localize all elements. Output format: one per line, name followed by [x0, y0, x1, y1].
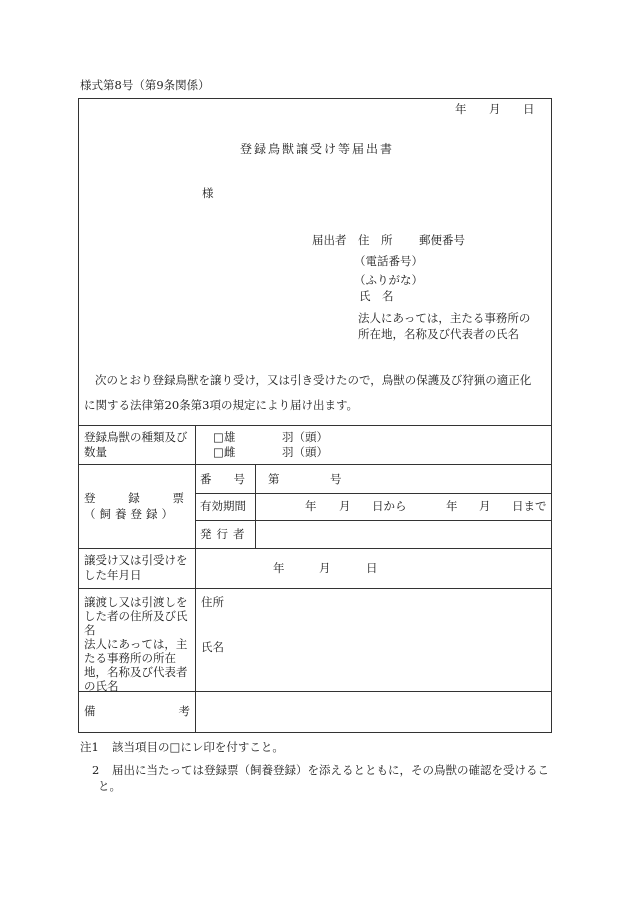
transfer-date-label-2: した年月日 [84, 568, 142, 582]
female-count-unit: 羽（頭） [282, 445, 328, 459]
col-line-main [195, 425, 196, 732]
body-text-2: に関する法律第20条第3項の規定により届け出ます。 [84, 398, 359, 412]
species-label-2: 数量 [84, 445, 107, 459]
transfer-date-label-1: 譲受け又は引受けを [84, 553, 188, 567]
transferor-label-6: 地，名称及び代表者 [84, 665, 188, 679]
note2-text-2: と。 [98, 779, 121, 793]
frame-top [78, 98, 552, 99]
frame-right [551, 98, 552, 733]
name-label: 氏 名 [359, 289, 394, 303]
transfer-date-month: 月 [319, 561, 331, 575]
transferor-label-2: した者の住所及び氏 [84, 609, 188, 623]
row-line-validity-top [196, 493, 552, 494]
furigana-label: （ふりがな） [354, 273, 423, 287]
date-month: 月 [489, 102, 501, 116]
number-suffix: 号 [330, 472, 342, 486]
address-label: 住 所 [358, 233, 393, 247]
row-line-transfer-date-top [78, 548, 552, 549]
validity-from-year: 年 [305, 499, 317, 513]
row-line-registration-top [78, 464, 552, 465]
transferor-label-1: 譲渡し又は引渡しを [84, 595, 188, 609]
transfer-date-day: 日 [366, 561, 378, 575]
validity-from-month: 月 [339, 499, 351, 513]
addressee-suffix: 様 [202, 186, 214, 200]
row-line-remarks-top [78, 691, 552, 692]
form-number: 様式第8号（第9条関係） [80, 78, 210, 92]
transferor-label-3: 名 [84, 623, 96, 637]
note2-text-1: 届出に当たっては登録票（飼養登録）を添えるとともに，その鳥獣の確認を受けるこ [112, 763, 549, 777]
validity-label: 有効期間 [200, 499, 246, 513]
validity-to-month: 月 [479, 499, 491, 513]
issuer-label: 発行者 [200, 527, 250, 541]
date-day: 日 [523, 102, 535, 116]
male-checkbox[interactable]: □雄 [213, 430, 236, 444]
female-checkbox[interactable]: □雌 [213, 445, 236, 459]
species-label-1: 登録鳥獣の種類及び [84, 430, 188, 444]
row-line-issuer-top [196, 520, 552, 521]
number-prefix: 第 [268, 472, 280, 486]
registration-label-1: 登 録 票 [84, 491, 184, 505]
transfer-date-year: 年 [273, 561, 285, 575]
corp-note-2: 所在地，名称及び代表者の氏名 [358, 327, 519, 341]
frame-bottom [78, 732, 552, 733]
postal-label: 郵便番号 [419, 233, 465, 247]
note1-marker: 注1 [80, 740, 99, 754]
date-year: 年 [455, 102, 467, 116]
male-count-unit: 羽（頭） [282, 430, 328, 444]
registration-label-2: （飼養登録） [84, 507, 177, 521]
applicant-label: 届出者 [312, 233, 347, 247]
form-title: 登録鳥獣譲受け等届出書 [240, 142, 395, 156]
transferor-label-5: たる事務所の所在 [84, 651, 176, 665]
row-line-transferor-top [78, 588, 552, 589]
validity-from-day: 日から [372, 499, 407, 513]
validity-to-year: 年 [446, 499, 458, 513]
transferor-name-label: 氏名 [201, 640, 224, 654]
transferor-address-label: 住所 [201, 595, 224, 609]
corp-note-1: 法人にあっては，主たる事務所の [358, 311, 531, 325]
row-line-species-top [78, 425, 552, 426]
note1-text: 該当項目の□にレ印を付すこと。 [112, 740, 284, 754]
validity-to-day: 日まで [512, 499, 547, 513]
number-label: 番号 [200, 472, 267, 486]
transferor-label-4: 法人にあっては，主 [84, 637, 188, 651]
note2-marker: 2 [92, 763, 100, 777]
body-text-1: 次のとおり登録鳥獣を譲り受け，又は引き受けたので，鳥獣の保護及び狩猟の適正化 [95, 373, 532, 387]
phone-label: （電話番号） [354, 254, 423, 268]
frame-left [78, 98, 79, 733]
transferor-label-7: の氏名 [84, 679, 119, 693]
remarks-label: 備 考 [84, 704, 190, 718]
